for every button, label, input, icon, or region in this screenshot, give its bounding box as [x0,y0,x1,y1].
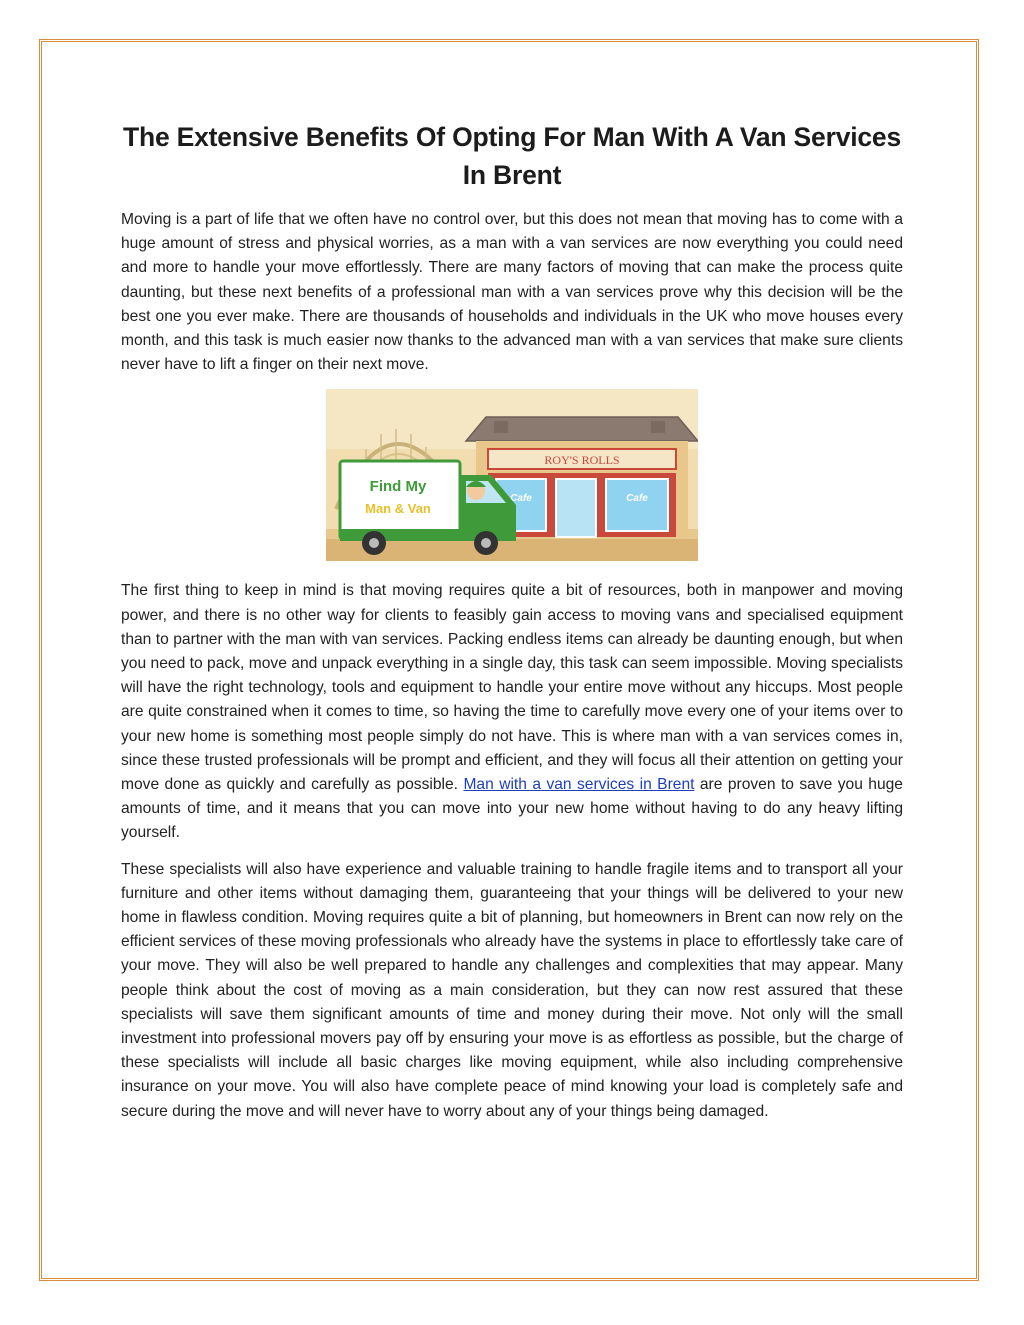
article-title: The Extensive Benefits Of Opting For Man With A Van Services In Brent [122,122,902,190]
paragraph-resources [121,579,903,845]
van-logo-line2: Man & Van [365,501,431,517]
shop-sign: ROY'S ROLLS [544,453,620,468]
window-right-label: Cafe [626,493,648,505]
paragraph-resources-text-end: are proven to save you huge amounts of time, and it means that you can move into your new home without having to do any heavy lifting yourself. [121,776,903,842]
brent-services-link[interactable]: Man with a van services in Brent [463,776,695,794]
illustration-svg [326,389,698,561]
window-left-label: Cafe [510,493,532,505]
moving-van-illustration [326,389,698,561]
van-logo-line1: Find My [369,478,427,496]
paragraph-resources-text-start: The first thing to keep in mind is that moving requires quite a bit of resources, both in manpower and moving power, and there is no other way for clients to feasibly gain access to moving vans and specialised equipment than to partner with the man with van services. Packing endless items can already be daunting enough, but when you need to pack, move and unpack everything in a single day, this task can seem impossible. Moving specialists will have the right technology, tools and equipment to handle your entire move without any hiccups. Most people are quite constrained when it comes to time, so having the time to carefully move every one of your items over to your new home is something most people simply do not have. This is where man with a van services comes in, since these trusted professionals will be prompt and efficient, and they will focus all their attention on getting your move done as quickly and carefully as possible. [121,582,903,794]
article [121,118,903,1136]
paragraph-specialists: These specialists will also have experience and valuable training to handle fragile items and to transport all your furniture and other items without damaging them, guaranteeing that your things will be delivered to your new home in flawless condition. Moving requires quite a bit of planning, but homeowners in Brent can now rely on the efficient services of these moving professionals who already have the systems in place to effortlessly take care of your move. They will also be well prepared to handle any challenges and complexities that may appear. Many people think about the cost of moving as a main consideration, but they can now rest assured that these specialists will save them significant amounts of time and money during their move. Not only will the small investment into professional movers pay off by ensuring your move is as effortless as possible, but the charge of these specialists will include all basic charges like moving equipment, while also including comprehensive insurance on your move. You will also have complete peace of mind knowing your load is completely safe and secure during the move and will never have to worry about any of your things being damaged. [121,860,903,1120]
paragraph-intro: Moving is a part of life that we often have no control over, but this does not mean that moving has to come with a huge amount of stress and physical worries, as a man with a van services are now everything you could need and more to handle your move effortlessly. There are many factors of moving that can make the process quite daunting, but these next benefits of a professional man with a van services prove why this decision will be the best one you ever make. There are thousands of households and individuals in the UK who move houses every month, and this task is much easier now thanks to the advanced man with a van services that make sure clients never have to lift a finger on their next move. [121,211,903,374]
